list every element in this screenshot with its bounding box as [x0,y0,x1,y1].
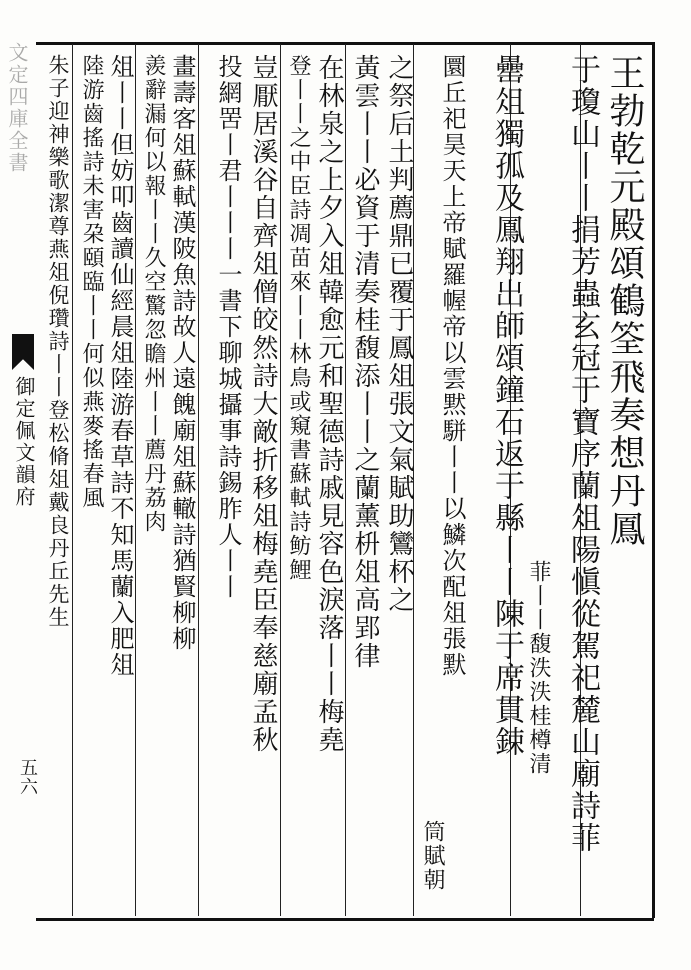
text-column-3: 菲丨丨馥泆泆桂樽清 [526,560,551,776]
column-separator [198,44,199,916]
text-column-2: 于瓊山丨丨捐芳蟲玄冠于寶序蘭俎陽愼從駕祀麓山廟詩菲 [565,54,600,854]
text-column-14: 羨辭漏何以報丨丨久空驚忽瞻州丨丨薦丹荔肉 [141,54,166,534]
bottom-border-rule [36,918,654,921]
page-margin [4,42,38,918]
text-column-11: 豈厭居溪谷自齊俎僧皎然詩大敵折移俎梅堯臣奉慈廟孟秋 [248,54,278,754]
text-column-15: 俎丨丨但妨叩齒讀仙經晨俎陸游春草詩不知馬蘭入肥俎 [106,54,134,678]
column-separator [72,44,73,916]
text-column-16: 陸游齒搖詩未害朶頤臨丨丨何似燕麥搖春風 [79,54,104,510]
faded-header-text: 文定四庫全書 [5,42,29,174]
text-column-12: 投網罟丨君丨丨丨一書下聊城攝事詩錫胙人丨丨 [214,54,242,600]
text-column-6: 之祭后土判薦鼎已覆于鳳俎張文氣賦助鸞杯之 [384,54,414,614]
text-column-17: 朱子迎神樂歌潔尊燕俎倪瓚詩丨丨登松脩俎戴良丹丘先生 [46,54,70,629]
right-border-rule [652,42,655,918]
text-column-13: 畫壽客俎蘇軾漢陂魚詩故人遠餽廟俎蘇轍詩猶賢柳柳 [168,54,196,652]
text-column-7: 黃雲丨丨必資于清奏桂馥添丨丨之蘭薰枡俎高郢律 [350,54,380,670]
column-separator [280,44,281,916]
text-column-8: 筒賦朝 [420,820,445,892]
page-number: 五六 [17,758,38,796]
book-title: 御定佩文韻府 [12,376,36,508]
text-column-9: 在林泉之上夕入俎韓愈元和聖德詩戚見容色淚落丨丨梅堯 [314,54,344,754]
text-column-10: 登丨丨之中臣詩凋苗來丨丨林鳥或窺書蘇軾詩鲂鯉 [286,54,311,582]
fish-tail-mark-icon [12,334,34,370]
text-column-4: 罍俎獨孤及鳳翔出師頌鐘石返于縣丨丨陳于席貫鋉 [489,54,524,758]
text-column-1: 王勃乾元殿頌鶴筌飛奏想丹鳳 [604,54,645,548]
text-column-5: 圜丘祀昊天上帝賦羅幄帝以雲黙駢丨丨以鱗次配俎張默 [438,54,466,678]
